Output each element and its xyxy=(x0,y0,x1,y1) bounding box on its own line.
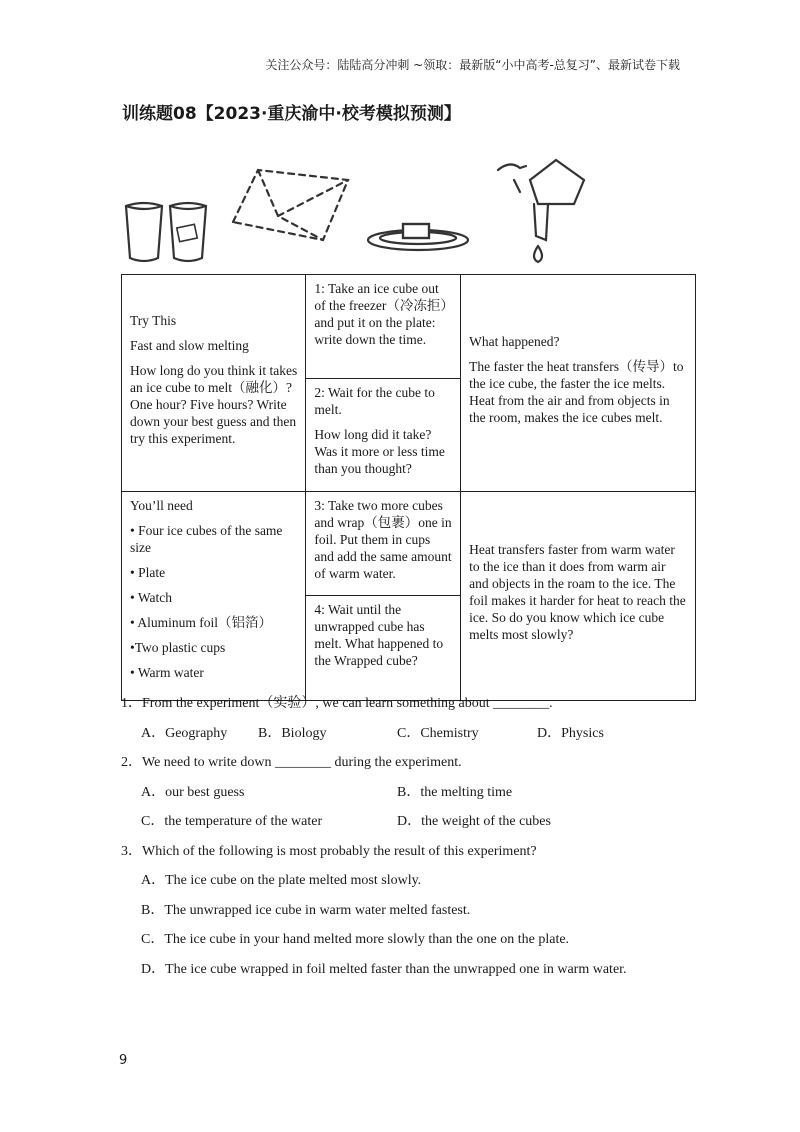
you-need-item: • Aluminum foil（铝箔） xyxy=(130,615,272,630)
question-2-stem: 2．We need to write down ________ during the experiment. xyxy=(121,755,462,770)
step-3-text: 3: Take two more cubes and wrap（包裹）one in foil. Put them in cups and add the same amount of warm water. xyxy=(314,498,452,581)
step-3-cell xyxy=(306,492,461,596)
question-2-option-b[interactable]: B．the melting time xyxy=(397,784,513,800)
question-3-option-row xyxy=(121,960,701,990)
question-3-option-b[interactable]: B．The unwrapped ice cube in warm water melted fastest. xyxy=(141,902,471,918)
step-1-cell xyxy=(306,275,461,379)
you-need-cell xyxy=(122,492,306,701)
question-3-option-c[interactable]: C．The ice cube in your hand melted more slowly than the one on the plate. xyxy=(141,932,570,947)
page-header: 关注公众号：陆陆高分冲刺 ~领取：最新版“小中高考-总复习”、最新试卷下载 xyxy=(265,58,680,72)
try-this-subheading: Fast and slow melting xyxy=(130,337,249,353)
question-3-option-row xyxy=(121,871,701,901)
step-4-cell xyxy=(306,596,461,701)
exercise-title: 训练题08【2023·重庆渝中·校考模拟预测】 xyxy=(122,104,461,124)
question-1-option-d[interactable]: D．Physics xyxy=(537,725,604,741)
question-3-option-row xyxy=(121,930,701,960)
what-happened-cell xyxy=(461,275,696,492)
question-1-options xyxy=(121,724,701,754)
questions-section xyxy=(121,694,701,989)
what-happened-body: The faster the heat transfers（传导）to the ice cube, the faster the ice melts. Heat from the air and from objects in the room, makes the ice cubes melt. xyxy=(469,358,684,425)
you-need-heading: You’ll need xyxy=(130,498,193,513)
experiment-illustration xyxy=(118,140,598,270)
question-1-option-c[interactable]: C．Chemistry xyxy=(397,725,479,741)
question-3-stem: 3．Which of the following is most probably the result of this experiment? xyxy=(121,843,537,859)
question-2-options-row-1 xyxy=(121,783,701,813)
page-number: 9 xyxy=(119,1053,128,1068)
try-this-heading: Try This xyxy=(130,312,177,328)
step-2-text: 2: Wait for the cube to melt. xyxy=(314,385,435,417)
question-1-option-a[interactable]: A．Geography xyxy=(141,725,228,741)
question-2-option-a[interactable]: A．our best guess xyxy=(141,784,245,800)
step-2-question: How long did it take? Was it more or less time than you thought? xyxy=(314,427,445,476)
question-2-options-row-2 xyxy=(121,812,701,842)
try-this-cell xyxy=(122,275,306,492)
question-1-stem: 1．From the experiment（实验）, we can learn something about ________. xyxy=(121,696,553,711)
heat-transfer-cell xyxy=(461,492,696,701)
you-need-item: • Plate xyxy=(130,565,166,580)
step-4-text: 4: Wait until the unwrapped cube has melt. What happened to the Wrapped cube? xyxy=(314,602,444,668)
step-1-text: 1: Take an ice cube out of the freezer（冷冻拒）and put it on the plate: write down the time. xyxy=(314,281,448,347)
you-need-item: •Two plastic cups xyxy=(130,640,226,655)
step-2-cell xyxy=(306,379,461,492)
question-2-option-d[interactable]: D．the weight of the cubes xyxy=(397,814,551,829)
heat-transfer-text: Heat transfers faster from warm water to the ice than it does from warm air and objects in the roam to the ice. The foil makes it harder for heat to reach the ice. So do you know which ice cube melts most slowly? xyxy=(469,542,686,642)
you-need-item: • Warm water xyxy=(130,665,204,680)
try-this-body: How long do you think it takes an ice cube to melt（融化）? One hour? Five hours? Write down your best guess and then try this experiment. xyxy=(130,362,298,446)
question-3-option-d[interactable]: D．The ice cube wrapped in foil melted faster than the unwrapped one in warm water. xyxy=(141,961,627,977)
experiment-table xyxy=(121,274,696,701)
you-need-item: • Four ice cubes of the same size xyxy=(130,523,283,555)
question-1-option-b[interactable]: B．Biology xyxy=(258,725,327,741)
what-happened-heading: What happened? xyxy=(469,333,560,349)
question-2-option-c[interactable]: C．the temperature of the water xyxy=(141,814,323,829)
you-need-item: • Watch xyxy=(130,590,173,605)
question-3-option-a[interactable]: A．The ice cube on the plate melted most slowly. xyxy=(141,873,422,888)
question-3-option-row xyxy=(121,901,701,931)
